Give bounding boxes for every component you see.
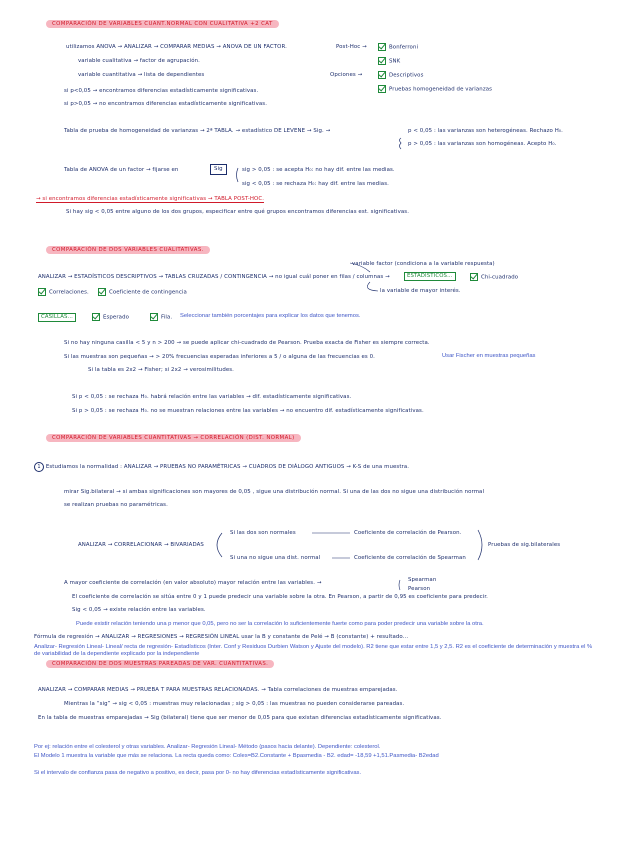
percentages-note: Seleccionar también porcentajes para explicar los datos que tenemos.	[180, 313, 361, 319]
factor-note: variable factor (condiciona a la variable respuesta)	[352, 261, 495, 267]
p-greater-line: si p>0,05 → no encontramos diferencias estadísticamente significativas.	[64, 101, 268, 107]
factor-line: variable cualitativa → factor de agrupación.	[78, 58, 200, 64]
chi-cuadrado-option: Chi-cuadrado	[470, 273, 518, 282]
esperado-option: Esperado	[92, 313, 129, 322]
strength-note: Puede existir relación teniendo una p menor que 0,05, pero no ser la correlación lo suficientemente fuerte como para poder predecir una variable sobre la otra.	[76, 621, 484, 627]
p-reject-line: Si p < 0,05 : se rechaza H₀. habrá relación entre las variables → dif. estadísticamente significativas.	[72, 394, 352, 400]
bivariadas-path: ANALIZAR → CORRELACIONAR → BIVARIADAS	[78, 542, 204, 548]
branch-no-normal-result: Coeficiente de correlación de Spearman	[354, 555, 466, 561]
anova-accept: sig > 0,05 : se acepta H₀: no hay dif. entre las medias.	[242, 167, 395, 173]
dependent-line: variable cuantitativa → lista de dependientes	[78, 72, 205, 78]
anova-path-line: utilizamos ANOVA → ANALIZAR → COMPARAR MEDIAS → ANOVA DE UN FACTOR.	[66, 44, 287, 50]
regression-formula-line: Fórmula de regresión → ANALIZAR → REGRESIONES → REGRESIÓN LINEAL usar la B y constante de Pelé → B (constante) + resultado...	[34, 634, 409, 640]
posthoc-label: Post-Hoc →	[336, 44, 367, 50]
levene-accept: p > 0,05 : las varianzas son homogéneas. Acepto H₀.	[408, 141, 557, 147]
sig-box: Sig	[210, 164, 227, 175]
fila-option: Fila.	[150, 313, 172, 322]
spearman-label: Spearman	[408, 577, 437, 583]
estadisticos-box: ESTADÍSTICOS...	[404, 272, 456, 281]
pearson-label: Pearson	[408, 586, 431, 592]
pearson-condition-line: Si no hay ninguna casilla < 5 y n > 200 → se puede aplicar chi-cuadrado de Pearson. Prueba exacta de Fisher es siempre correcta.	[64, 340, 430, 346]
correlaciones-option: Correlaciones.	[38, 288, 89, 297]
p-less-line: si p<0,05 → encontramos diferencias estadísticamente significativas.	[64, 88, 259, 94]
levene-reject: p < 0,05 : las varianzas son heterogéneas. Rechazo H₀.	[408, 128, 563, 134]
p-no-relation-line: Si p > 0,05 : se rechaza H₀. no se muestran relaciones entre las variables → no encuentro dif. estadísticamente significativas.	[72, 408, 424, 414]
regression-note: Analizar- Regresión Lineal- Lineal/ recta de regresión- Estadísticos (Inter. Conf y Residuos Durbien Watson y Ajuste del modelo). R2 tiene que estar entre 1,5 y 2,5. R2 es el coeficiente de determinación y muestra el % de variabilidad de la dependiente explicado por la independiente	[34, 644, 593, 657]
model-note: El Modelo 1 muestra la variable que más se relaciona. La recta queda como: Coles=B2.Constante + Bpasmedia - B2. edad= -18,59 +1,51.Pasmedia- B2edad	[34, 753, 439, 759]
small-samples-line: Si las muestras son pequeñas → > 20% frecuencias esperadas inferiores a 5 / o alguna de las frecuencias es 0.	[64, 354, 375, 360]
branch-no-normal: Si una no sigue una dist. normal	[230, 555, 321, 561]
no-parametricas-line: se realizan pruebas no paramétricas.	[64, 502, 168, 508]
coef-range-line: El coeficiente de correlación se sitúa entre 0 y 1 puede predecir una variable sobre la otra. En Pearson, a partir de 0,95 es coeficiente para predecir.	[72, 594, 488, 600]
anova-reject: sig < 0,05 : se rechaza H₀: hay dif. entre las medias.	[242, 181, 389, 187]
muestras-emparejadas-line: En la tabla de muestras emparejadas → Sig (bilateral) tiene que ser menor de 0,05 para que existan diferencias estadísticamente significativas.	[38, 715, 442, 721]
mientras-sig-line: Mientras la “sig” → sig < 0,05 : muestras muy relacionadas ; sig > 0,05 : las muestras no pueden considerarse pareadas.	[64, 701, 405, 707]
option-homogeneidad: Pruebas homogeneidad de varianzas	[378, 85, 492, 94]
casillas-box: CASILLAS...	[38, 313, 76, 322]
posthoc-red-line: → si encontramos diferencias estadísticamente significativas → TABLA POST-HOC.	[36, 196, 265, 202]
prueba-t-line: ANALIZAR → COMPARAR MEDIAS → PRUEBA T PARA MUESTRAS RELACIONADAS. → Tabla correlaciones de muestras emparejadas.	[38, 687, 398, 693]
pruebas-bilaterales: Pruebas de sig.bilaterales	[488, 542, 561, 548]
example-note: Por ej: relación entre el colesterol y otras variables. Analizar- Regresión Lineal- Método (pasos hacia delante). Dependiente: colesterol.	[34, 744, 381, 750]
two-by-two-line: Si la tabla es 2x2 → Fisher; si 2x2 → verosimilitudes.	[88, 367, 234, 373]
contingencia-option: Coeficiente de contingencia	[98, 288, 187, 297]
mayor-coeficiente-line: A mayor coeficiente de correlación (en valor absoluto) mayor relación entre las variables. →	[64, 580, 322, 586]
section-header-cualitativas: COMPARACIÓN DE DOS VARIABLES CUALITATIVAS.	[46, 246, 210, 254]
ci-note: Si el intervalo de confianza pasa de negativo a positivo, es decir, pasa por 0- no hay diferencias estadísticamente significativas.	[34, 770, 362, 776]
section-header-correlacion: COMPARACIÓN DE VARIABLES CUANTITATIVAS → CORRELACIÓN (DIST. NORMAL)	[46, 434, 301, 442]
posthoc-explain-line: Si hay sig < 0,05 entre alguno de los dos grupos, especificar entre qué grupos encontramos diferencias est. significativas.	[66, 209, 410, 215]
fisher-note: Usar Fischer en muestras pequeñas	[442, 353, 536, 359]
section-header-pareadas: COMPARACIÓN DE DOS MUESTRAS PAREADAS DE VAR. CUANTITATIVAS.	[46, 660, 274, 668]
branch-normal-result: Coeficiente de correlación de Pearson.	[354, 530, 462, 536]
tablas-cruzadas-line: ANALIZAR → ESTADÍSTICOS DESCRIPTIVOS → TABLAS CRUZADAS / CONTINGENCIA → no igual cuál poner en filas / columnas →	[38, 274, 390, 280]
sig-bilateral-line: mirar Sig.bilateral → si ambas significaciones son mayores de 0,05 , sigue una distribución normal. Si una de las dos no sigue una distribución normal	[64, 489, 485, 495]
normalidad-line: 1 Estudiamos la normalidad : ANALIZAR → PRUEBAS NO PARAMÉTRICAS → CUADROS DE DIÁLOGO ANTIGUOS → K-S de una muestra.	[34, 462, 409, 472]
anova-table-line: Tabla de ANOVA de un factor → fijarse en	[64, 167, 179, 173]
options-label: Opciones →	[330, 72, 363, 78]
step-number-badge: 1	[34, 462, 44, 472]
sig-relation-line: Sig < 0,05 → existe relación entre las variables.	[72, 607, 206, 613]
branch-normal: Si las dos son normales	[230, 530, 296, 536]
section-header-anova: COMPARACIÓN DE VARIABLES CUANT.NORMAL CON CUALITATIVA +2 CAT	[46, 20, 279, 28]
posthoc-option-bonferroni: Bonferroni	[378, 43, 418, 52]
levene-line: Tabla de prueba de homogeneidad de varianzas → 2ª TABLA. → estadístico DE LEVENE → Sig. →	[64, 128, 331, 134]
mayor-interes-note: la variable de mayor interés.	[380, 288, 461, 294]
option-descriptivos: Descriptivos	[378, 71, 423, 80]
posthoc-option-snk: SNK	[378, 57, 400, 66]
